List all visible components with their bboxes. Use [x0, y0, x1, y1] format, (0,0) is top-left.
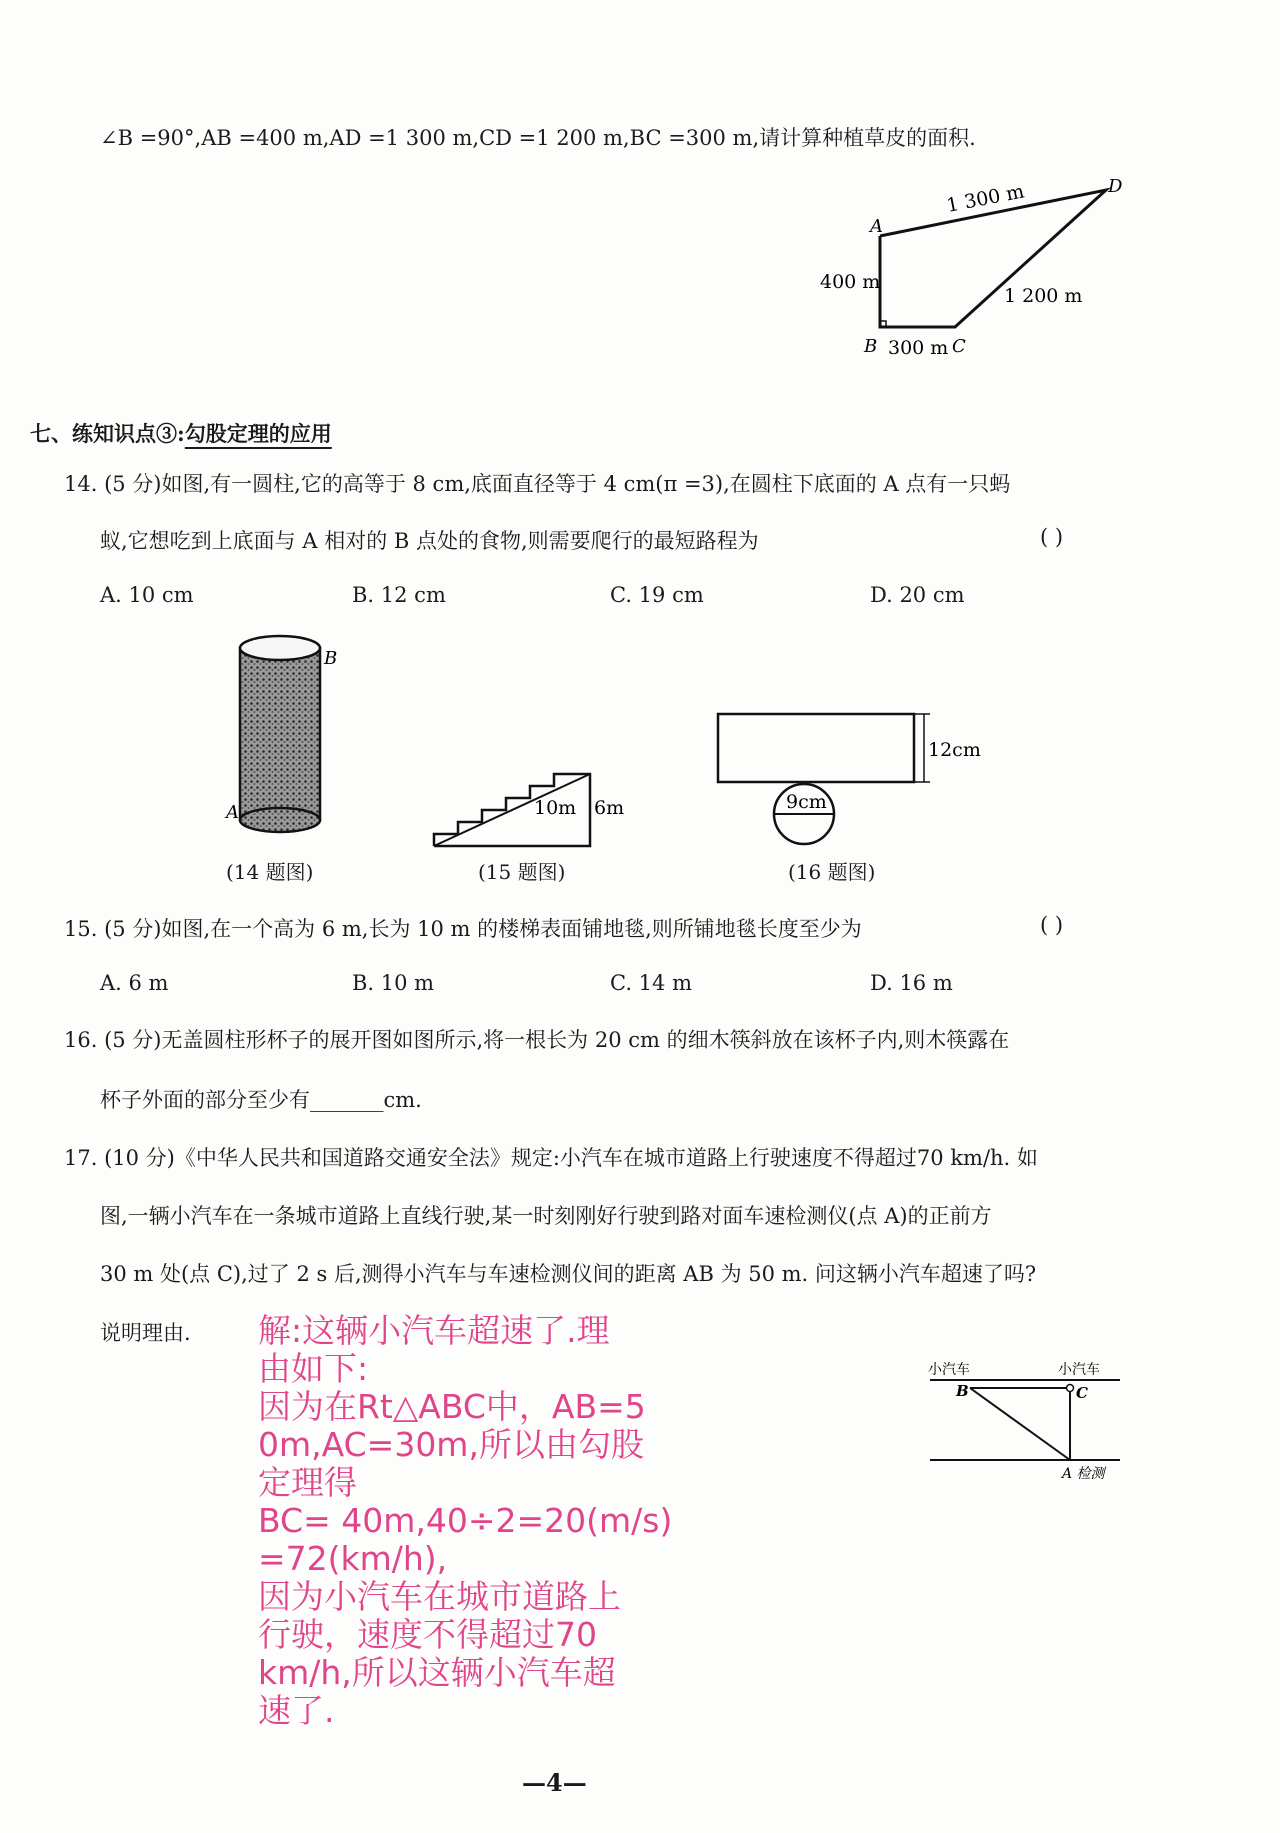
solution-line: 行驶，速度不得超过70 — [258, 1615, 597, 1654]
solution-line: km/h,所以这辆小汽车超 — [258, 1653, 616, 1692]
q14-line1: 14. (5 分)如图,有一圆柱,它的高等于 8 cm,底面直径等于 4 cm(π =3),在圆柱下底面的 A 点有一只蚂 — [64, 472, 1011, 496]
label-car-left: 小汽车 — [928, 1362, 970, 1378]
label-CD: 1 200 m — [1004, 285, 1083, 307]
q14-line2: 蚁,它想吃到上底面与 A 相对的 B 点处的食物,则需要爬行的最短路程为 — [100, 529, 759, 553]
section-prefix: 七、练知识点③: — [30, 421, 185, 446]
figure-14-cylinder — [220, 630, 350, 850]
label-A: A — [870, 216, 883, 237]
cylinder-bottom — [240, 808, 320, 832]
figure-13-quadrilateral — [800, 172, 1140, 372]
solution-line: 0m,AC=30m,所以由勾股 — [258, 1425, 644, 1464]
solution-line: BC= 40m,40÷2=20(m/s) — [258, 1501, 673, 1540]
label-AD: 1 300 m — [944, 180, 1026, 217]
label-B: B — [864, 336, 878, 357]
solution-line: 速了. — [258, 1691, 335, 1730]
q15-option-b: B. 10 m — [352, 971, 435, 995]
solution-line: 解:这辆小汽车超速了.理 — [258, 1311, 610, 1350]
label-diameter: 9cm — [786, 791, 827, 813]
solution-text — [258, 1312, 678, 1730]
section-topic: 勾股定理的应用 — [184, 421, 332, 446]
q14-option-c: C. 19 cm — [610, 583, 704, 607]
label-height: 6m — [594, 797, 625, 819]
problem-13-condition: ∠B =90°,AB =400 m,AD =1 300 m,CD =1 200 m,BC =300 m,请计算种植草皮的面积. — [100, 126, 976, 150]
q14-option-d: D. 20 cm — [870, 583, 965, 607]
label-D: D — [1108, 176, 1123, 197]
q15-option-a: A. 6 m — [100, 971, 169, 995]
q15-line1: 15. (5 分)如图,在一个高为 6 m,长为 10 m 的楼梯表面铺地毯,则所铺地毯长度至少为 — [64, 917, 862, 941]
label-B: B — [956, 1382, 969, 1400]
label-C: C — [1076, 1384, 1088, 1402]
solution-line: 因为小汽车在城市道路上 — [258, 1577, 621, 1616]
figure-17-road — [924, 1360, 1134, 1480]
q17-line4: 说明理由. — [100, 1321, 191, 1345]
figure-16-cup-net — [714, 710, 994, 850]
q17-line3: 30 m 处(点 C),过了 2 s 后,测得小汽车与车速检测仪间的距离 AB 为 50 m. 问这辆小汽车超速了吗? — [100, 1262, 1037, 1286]
q15-answer-bracket: ( ) — [1040, 913, 1064, 937]
fig16-caption: (16 题图) — [788, 860, 876, 884]
q14-option-b: B. 12 cm — [352, 583, 446, 607]
label-A-detector: A 检测 — [1062, 1466, 1105, 1480]
q16-line1: 16. (5 分)无盖圆柱形杯子的展开图如图所示,将一根长为 20 cm 的细木筷斜放在该杯子内,则木筷露在 — [64, 1028, 1010, 1052]
label-AB: 400 m — [820, 271, 881, 293]
figure-15-staircase — [430, 762, 640, 852]
solution-line: 定理得 — [258, 1463, 357, 1502]
q17-line1: 17. (10 分)《中华人民共和国道路交通安全法》规定:小汽车在城市道路上行驶速度不得超过70 km/h. 如 — [64, 1146, 1038, 1170]
fig14-caption: (14 题图) — [226, 860, 314, 884]
label-B: B — [324, 648, 338, 669]
segment-AB — [970, 1388, 1070, 1460]
label-height: 12cm — [928, 739, 981, 761]
solution-line: 由如下: — [258, 1349, 369, 1388]
q17-line2: 图,一辆小汽车在一条城市道路上直线行驶,某一时刻刚好行驶到路对面车速检测仪(点 A)的正前方 — [100, 1204, 992, 1228]
cylinder-top — [240, 636, 320, 660]
label-car-right: 小汽车 — [1058, 1362, 1100, 1378]
label-C: C — [952, 336, 966, 357]
solution-line: =72(km/h), — [258, 1539, 448, 1578]
label-BC: 300 m — [888, 337, 949, 359]
cylinder-body — [240, 648, 320, 820]
net-rectangle — [718, 714, 914, 782]
label-slope: 10m — [534, 797, 577, 819]
q14-option-a: A. 10 cm — [100, 583, 194, 607]
q16-line2: 杯子外面的部分至少有_______cm. — [100, 1088, 422, 1112]
solution-line: 因为在Rt△ABC中，AB=5 — [258, 1387, 646, 1426]
fig15-caption: (15 题图) — [478, 860, 566, 884]
section-heading — [30, 418, 332, 448]
page-number: —4— — [522, 1768, 587, 1797]
q15-option-c: C. 14 m — [610, 971, 692, 995]
q15-option-d: D. 16 m — [870, 971, 953, 995]
q14-answer-bracket: ( ) — [1040, 525, 1064, 549]
label-A: A — [226, 802, 239, 823]
